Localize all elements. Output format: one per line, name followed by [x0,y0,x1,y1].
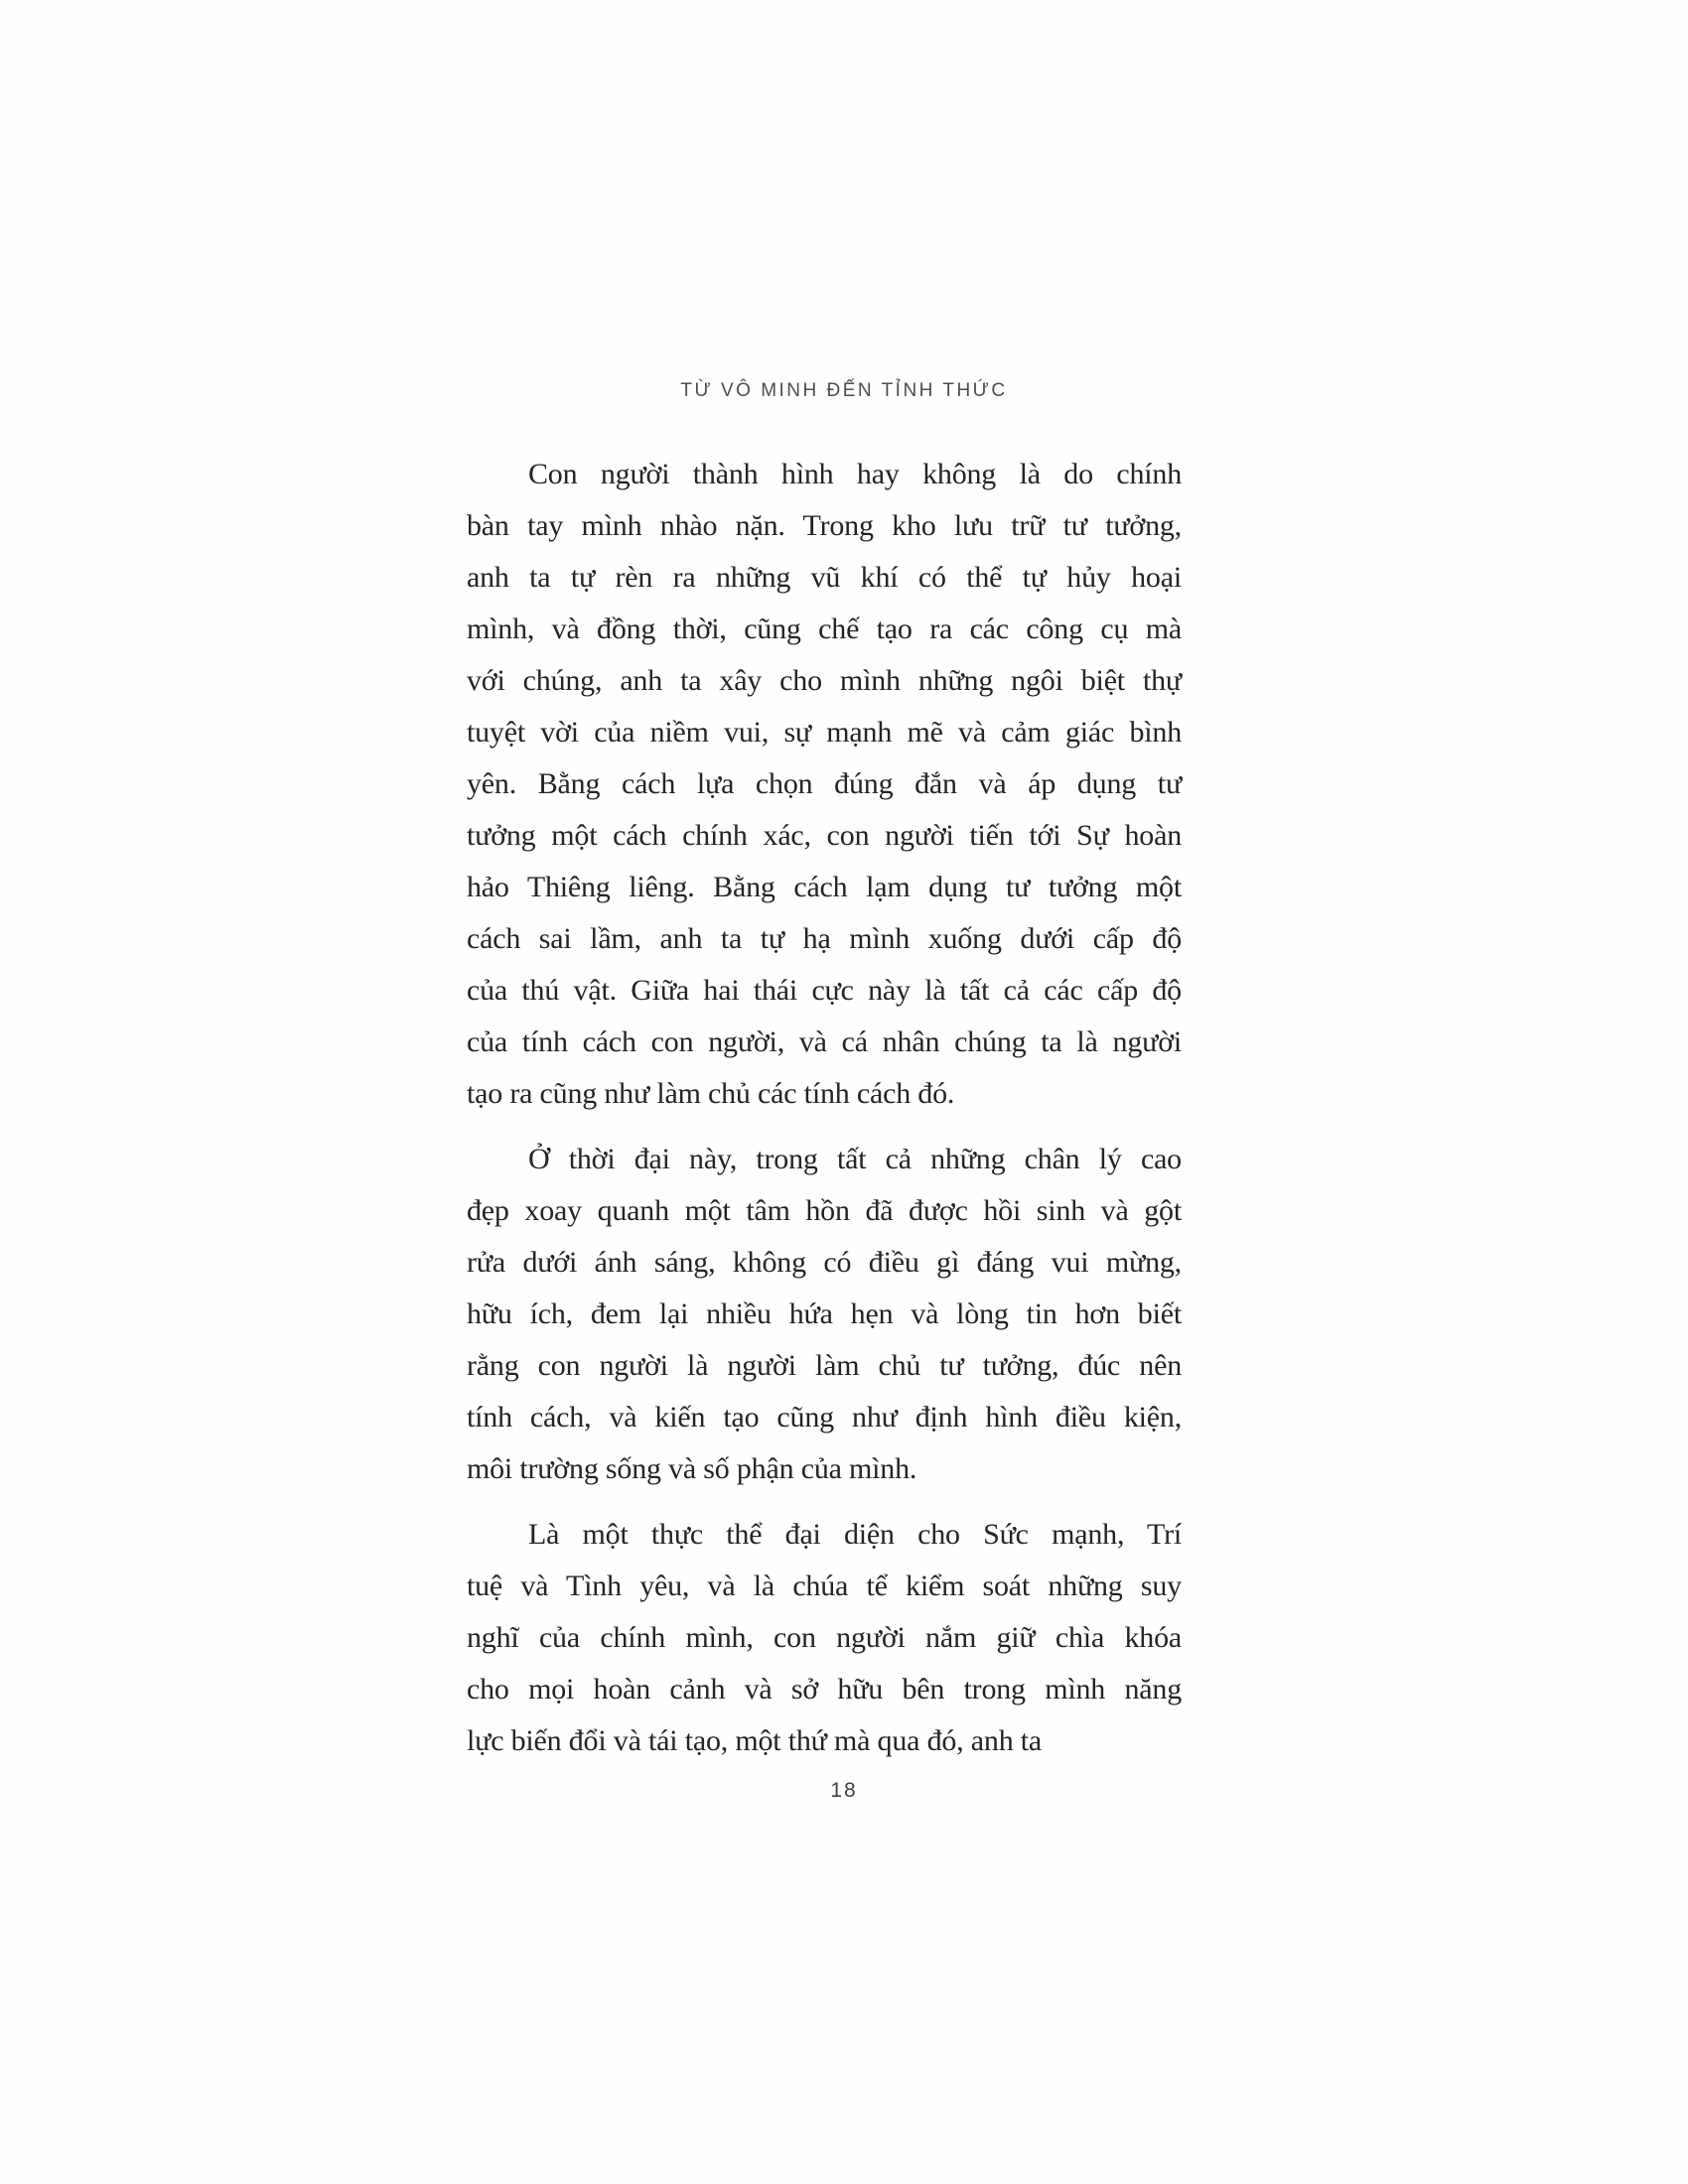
text-line: bàn tay mình nhào nặn. Trong kho lưu trữ tư tưởng, [467,509,1182,542]
paragraph [467,1509,1182,1767]
running-header: TỪ VÔ MINH ĐẾN TỈNH THỨC [680,380,1008,401]
text-line: Là một thực thể đại diện cho Sức mạnh, Trí [528,1518,1182,1551]
text-line: với chúng, anh ta xây cho mình những ngôi biệt thự [467,664,1182,697]
paragraph [467,1134,1182,1495]
text-line: rửa dưới ánh sáng, không có điều gì đáng vui mừng, [467,1246,1182,1279]
text-line: tuệ và Tình yêu, và là chúa tể kiểm soát những suy [467,1570,1182,1602]
text-line: mình, và đồng thời, cũng chế tạo ra các công cụ mà [467,613,1182,645]
text-line: môi trường sống và số phận của mình. [467,1452,917,1485]
text-line: lực biến đổi và tái tạo, một thứ mà qua đó, anh ta [467,1724,1043,1757]
text-line: hảo Thiêng liêng. Bằng cách lạm dụng tư tưởng một [467,871,1182,903]
text-line: hữu ích, đem lại nhiều hứa hẹn và lòng tin hơn biết [467,1297,1182,1330]
text-line: tính cách, và kiến tạo cũng như định hình điều kiện, [467,1401,1182,1433]
text-line: của thú vật. Giữa hai thái cực này là tất cả các cấp độ [467,974,1182,1007]
text-line: Con người thành hình hay không là do chính [528,458,1182,490]
text-line: cách sai lầm, anh ta tự hạ mình xuống dưới cấp độ [467,922,1182,955]
text-line: tưởng một cách chính xác, con người tiến tới Sự hoàn [467,819,1182,852]
text-line: đẹp xoay quanh một tâm hồn đã được hồi sinh và gột [467,1194,1182,1227]
text-line: tạo ra cũng như làm chủ các tính cách đó. [467,1077,955,1110]
text-line: tuyệt vời của niềm vui, sự mạnh mẽ và cảm giác bình [467,716,1182,749]
text-line: anh ta tự rèn ra những vũ khí có thể tự hủy hoại [467,561,1182,594]
page-number: 18 [830,1779,858,1802]
text-line: rằng con người là người làm chủ tư tưởng, đúc nên [467,1349,1182,1382]
text-line: yên. Bằng cách lựa chọn đúng đắn và áp dụng tư [467,767,1182,800]
text-line: của tính cách con người, và cá nhân chúng ta là người [467,1025,1182,1058]
paragraph [467,449,1182,1120]
body-text-block [467,449,1182,1767]
text-line: nghĩ của chính mình, con người nắm giữ chìa khóa [467,1621,1182,1654]
text-line: Ở thời đại này, trong tất cả những chân lý cao [528,1143,1182,1175]
text-line: cho mọi hoàn cảnh và sở hữu bên trong mình năng [467,1673,1182,1706]
